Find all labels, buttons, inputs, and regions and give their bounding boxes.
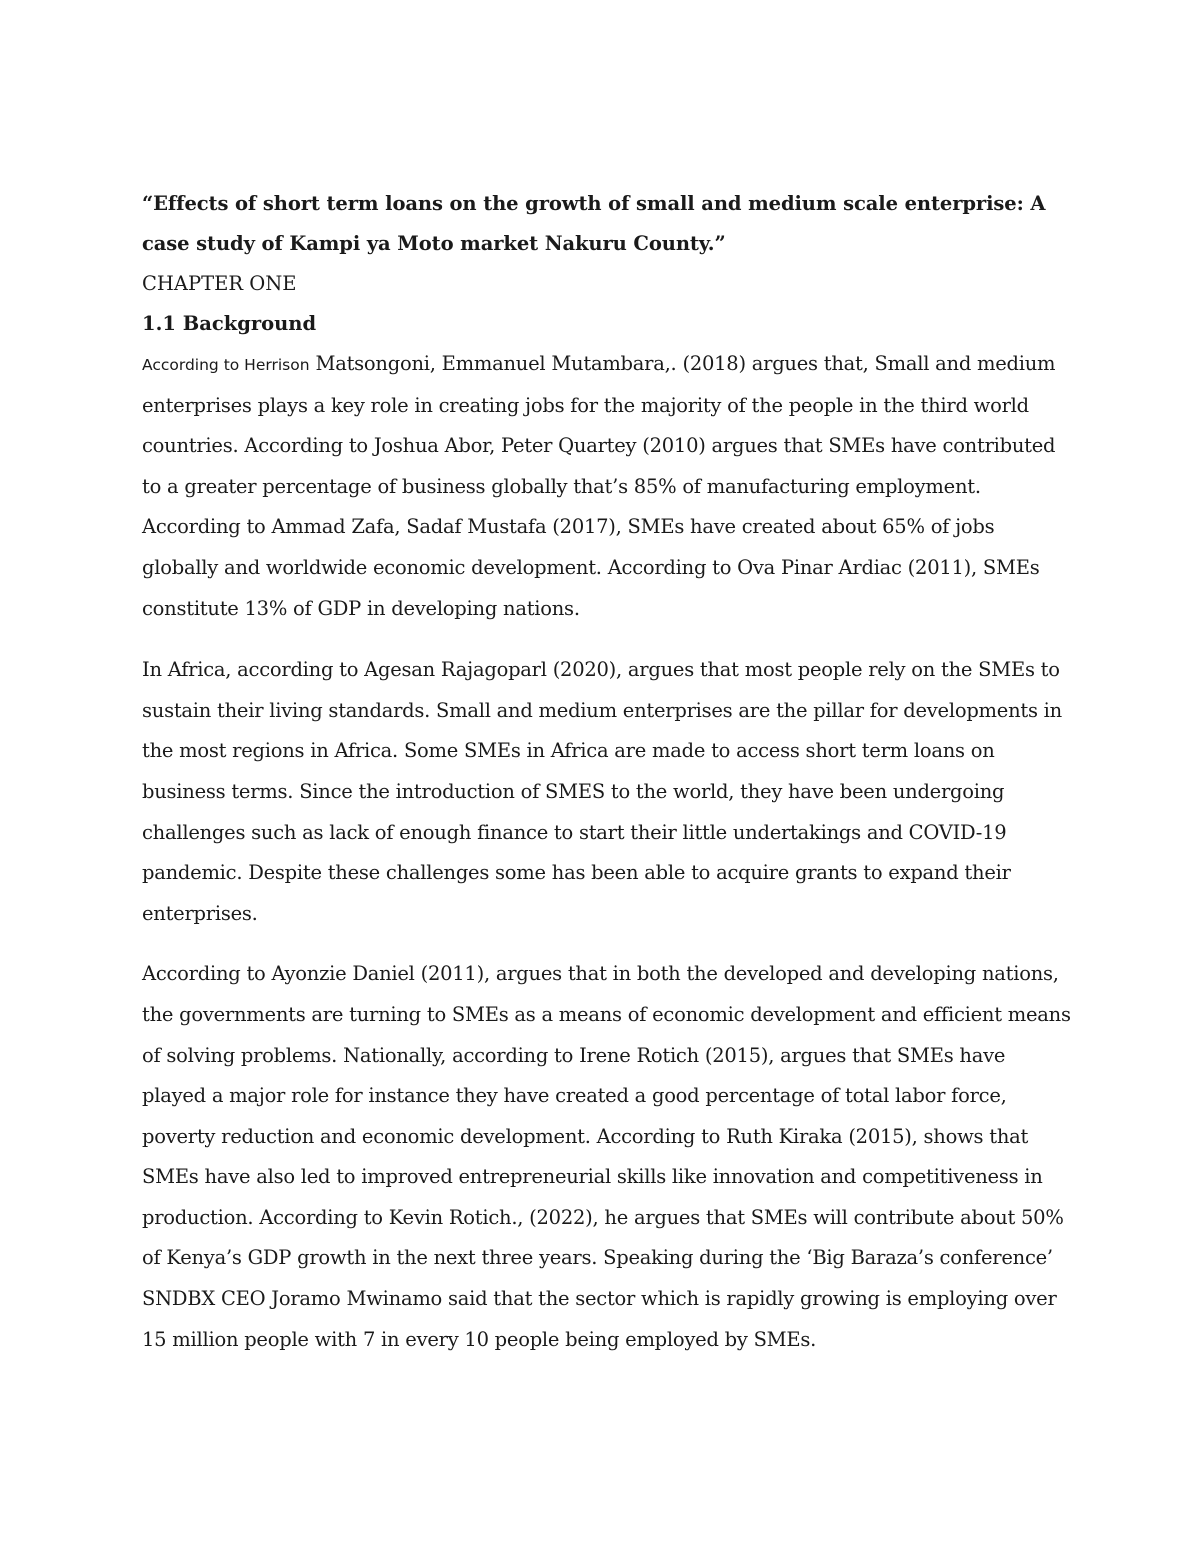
paragraph-1	[142, 344, 1072, 629]
section-heading: 1.1 Background	[142, 312, 317, 335]
paragraph-3: According to Ayonzie Daniel (2011), argues that in both the developed and developing nations, the governments are turning to SMEs as a means of economic development and efficient means of solving problems. Nationally, according to Irene Rotich (2015), argues that SMEs have played a major role for instance they have created a good percentage of total labor force, poverty reduction and economic development. According to Ruth Kiraka (2015), shows that SMEs have also led to improved entrepreneurial skills like innovation and competitiveness in production. According to Kevin Rotich., (2022), he argues that SMEs will contribute about 50% of Kenya’s GDP growth in the next three years. Speaking during the ‘Big Baraza’s conference’ SNDBX CEO Joramo Mwinamo said that the sector which is rapidly growing is employing over 15 million people with 7 in every 10 people being employed by SMEs.	[142, 962, 1071, 1351]
paragraph-1-lead: According to Herrison	[142, 356, 310, 374]
paragraph-2: In Africa, according to Agesan Rajagoparl (2020), argues that most people rely on the SMEs to sustain their living standards. Small and medium enterprises are the pillar for developments in the most regions in Africa. Some SMEs in Africa are made to access short term loans on business terms. Since the introduction of SMES to the world, they have been undergoing challenges such as lack of enough finance to start their little undertakings and COVID-19 pandemic. Despite these challenges some has been able to acquire grants to expand their enterprises.	[142, 658, 1062, 925]
paragraph-1-text: Matsongoni, Emmanuel Mutambara,. (2018) argues that, Small and medium enterprises plays a key role in creating jobs for the majority of the people in the third world countries. According to Joshua Abor, Peter Quartey (2010) argues that SMEs have contributed to a greater percentage of business globally that’s 85% of manufacturing employment. According to Ammad Zafa, Sadaf Mustafa (2017), SMEs have created about 65% of jobs globally and worldwide economic development. According to Ova Pinar Ardiac (2011), SMEs constitute 13% of GDP in developing nations.	[142, 352, 1056, 620]
document-page	[142, 184, 1072, 1380]
document-title: “Effects of short term loans on the growth of small and medium scale enterprise: A case study of Kampi ya Moto market Nakuru County.”	[142, 192, 1046, 255]
chapter-heading: CHAPTER ONE	[142, 272, 297, 295]
